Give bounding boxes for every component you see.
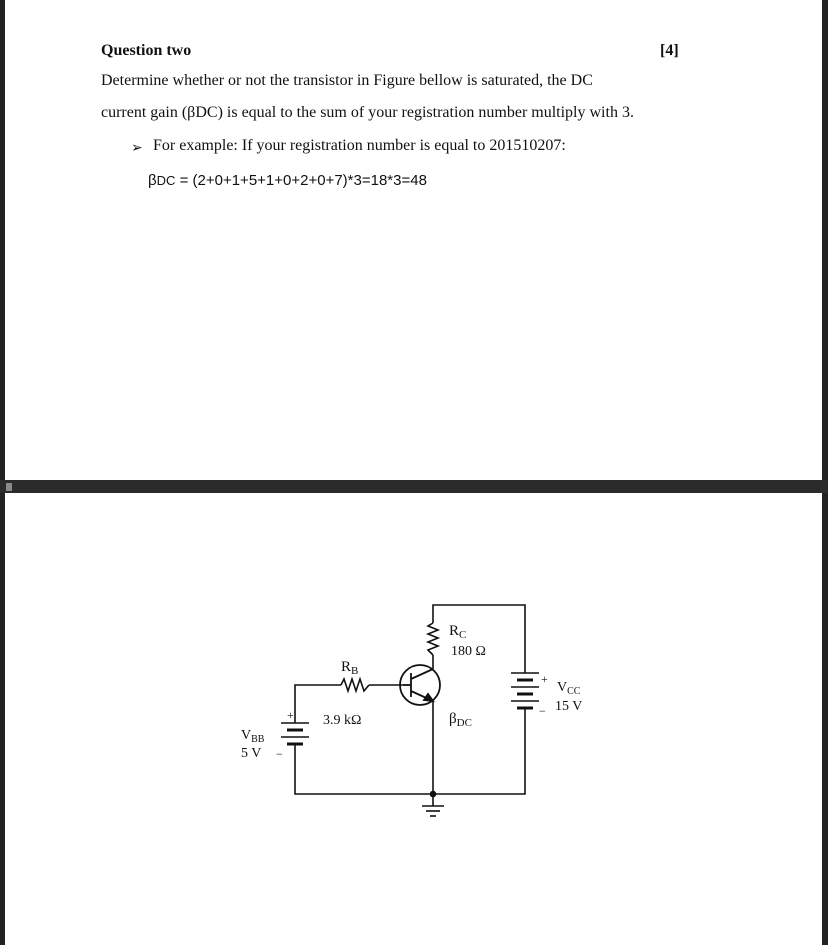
transistor-circuit-diagram xyxy=(5,493,822,945)
vcc-plus: + xyxy=(541,672,548,686)
scrollbar-thumb[interactable] xyxy=(6,483,12,491)
viewer-right-edge xyxy=(822,0,828,945)
rc-resistor-symbol xyxy=(428,623,438,655)
vbb-minus: − xyxy=(276,747,283,761)
circuit-wires xyxy=(295,605,525,806)
document-page-1 xyxy=(5,0,822,480)
rc-value: 180 Ω xyxy=(451,644,486,659)
vbb-battery-symbol xyxy=(281,723,309,744)
rb-value: 3.9 kΩ xyxy=(323,713,362,728)
rb-label: $R_B$ xyxy=(341,659,359,677)
line2-prefix: current gain (β xyxy=(101,104,196,121)
formula-expression: = (2+0+1+5+1+0+2+0+7)*3=18*3=48 xyxy=(175,172,427,189)
wire-vcc-to-rc xyxy=(433,605,525,673)
rb-resistor-symbol xyxy=(341,679,369,691)
formula-beta: β xyxy=(148,172,157,189)
vcc-minus: − xyxy=(539,704,546,718)
document-page-2 xyxy=(5,493,822,945)
vcc-value: 15 V xyxy=(555,699,583,714)
transistor-symbol xyxy=(400,665,440,705)
example-line: For example: If your registration number is equal to 201510207: xyxy=(153,137,566,154)
vbb-value: 5 V xyxy=(241,746,262,761)
question-line-2 xyxy=(101,104,634,122)
beta-formula xyxy=(148,172,427,189)
vbb-plus: + xyxy=(287,708,294,722)
question-line-1: Determine whether or not the transistor in Figure bellow is saturated, the DC xyxy=(101,72,593,89)
rc-label: $R_C$ xyxy=(449,623,467,641)
question-marks: [4] xyxy=(660,42,679,59)
vcc-label: $V_{CC}$ xyxy=(557,680,581,697)
line2-dc-subscript: DC xyxy=(195,104,218,121)
line2-suffix: ) is equal to the sum of your registration number multiply with 3. xyxy=(217,104,634,121)
beta-dc-label: $\beta_{DC}$ xyxy=(449,711,472,729)
page-separator xyxy=(0,480,828,493)
bullet-arrow-icon: ➢ xyxy=(131,140,143,156)
formula-dc: DC xyxy=(156,173,176,188)
question-title: Question two xyxy=(101,42,192,59)
vcc-battery-symbol xyxy=(511,673,539,708)
vbb-label: $V_{BB}$ xyxy=(241,728,265,745)
